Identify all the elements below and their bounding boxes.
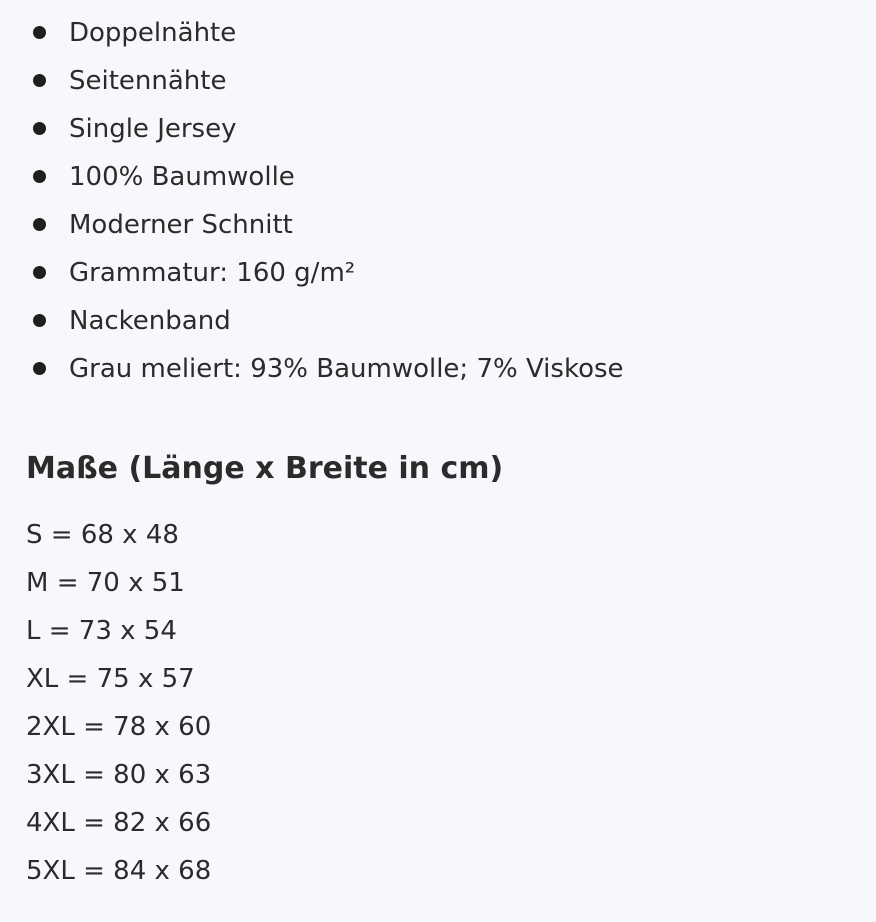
dimensions-heading: Maße (Länge x Breite in cm) [26, 451, 504, 486]
size-item: 4XL = 82 x 66 [26, 808, 212, 838]
feature-text: Single Jersey [69, 114, 237, 144]
feature-item [26, 201, 624, 249]
feature-text: 100% Baumwolle [69, 162, 295, 192]
size-item: 2XL = 78 x 60 [26, 712, 212, 742]
feature-item [26, 57, 624, 105]
feature-item [26, 153, 624, 201]
bullet-icon [33, 218, 46, 231]
feature-text: Nackenband [69, 306, 231, 336]
feature-list [26, 9, 624, 393]
size-item: S = 68 x 48 [26, 520, 179, 550]
size-item: M = 70 x 51 [26, 568, 185, 598]
size-item: 5XL = 84 x 68 [26, 856, 212, 886]
feature-item [26, 105, 624, 153]
bullet-icon [33, 26, 46, 39]
bullet-icon [33, 74, 46, 87]
size-item: L = 73 x 54 [26, 616, 177, 646]
feature-item [26, 9, 624, 57]
feature-item [26, 249, 624, 297]
feature-text: Doppelnähte [69, 18, 237, 48]
size-list [26, 511, 211, 895]
bullet-icon [33, 170, 46, 183]
feature-text: Seitennähte [69, 66, 227, 96]
bullet-icon [33, 362, 46, 375]
feature-item [26, 297, 624, 345]
feature-text: Grau meliert: 93% Baumwolle; 7% Viskose [69, 354, 624, 384]
feature-item [26, 345, 624, 393]
size-item: XL = 75 x 57 [26, 664, 195, 694]
size-item: 3XL = 80 x 63 [26, 760, 212, 790]
bullet-icon [33, 266, 46, 279]
bullet-icon [33, 314, 46, 327]
feature-text: Moderner Schnitt [69, 210, 293, 240]
bullet-icon [33, 122, 46, 135]
feature-text: Grammatur: 160 g/m² [69, 258, 356, 288]
